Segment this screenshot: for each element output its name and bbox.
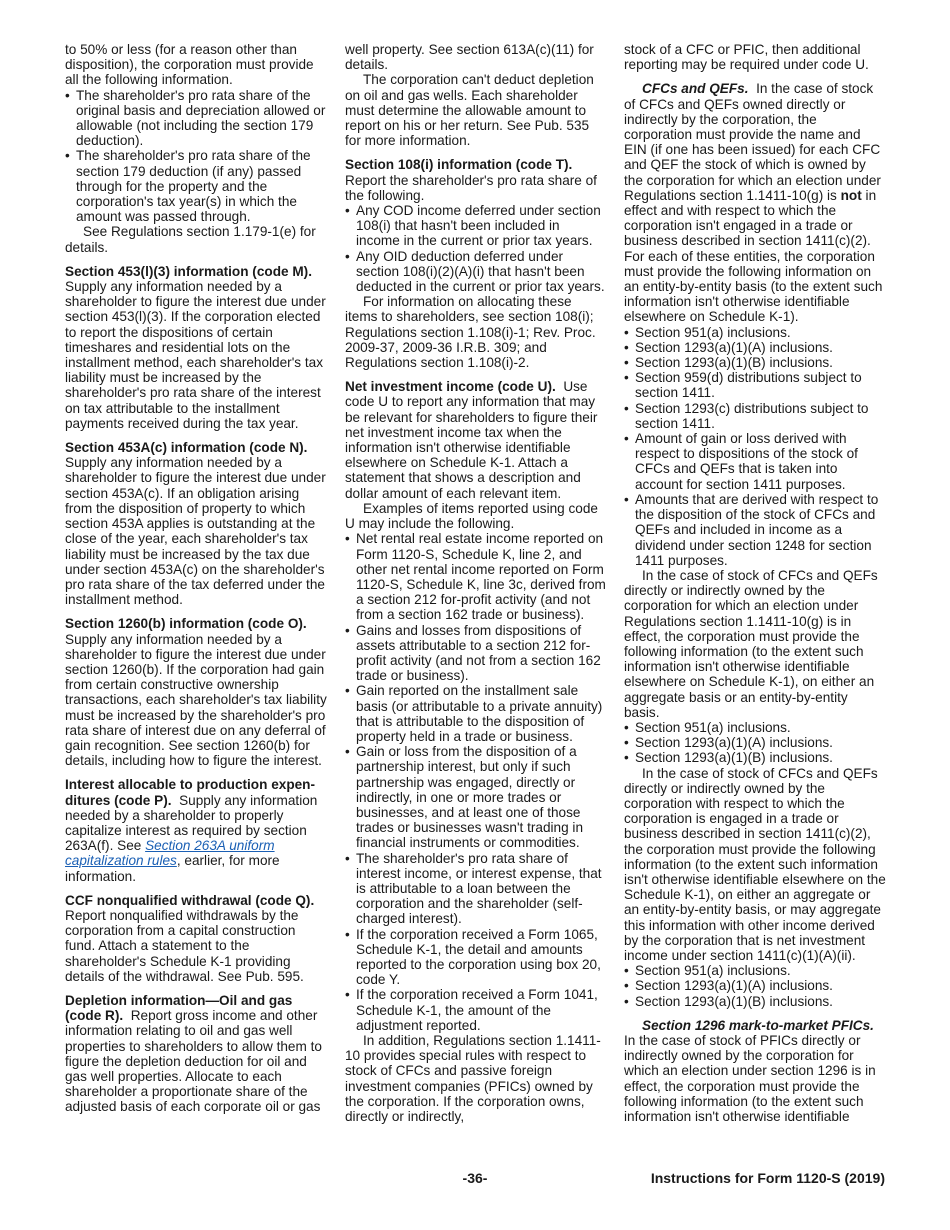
bullet-item: • The shareholder's pro rata share of the section 179 deduction (if any) passed through for the property and the corporation's tax year(s) in which the amount was passed through. (65, 148, 327, 224)
bullet-item: • Section 951(a) inclusions. (624, 325, 886, 340)
section-text: Supply any information needed by a shareholder to figure the interest due under section 1260(b). If the corporation had gain from certain constructive ownership transactions, each shareholder's tax liability must be increased by the shareholder's pro rata share of interest due on any deferral of gain recognition. See section 1260(b) for details, including how to figure the interest. (65, 631, 327, 769)
column-left (65, 42, 327, 1115)
bullet-item: • Section 1293(a)(1)(A) inclusions. (624, 340, 886, 355)
section-heading: Interest allocable to production expen-ditures (code P). (65, 777, 316, 808)
section-heading: Section 1260(b) information (code O). (65, 616, 307, 632)
bullet-item: • Section 959(d) distributions subject to section 1411. (624, 370, 886, 400)
section-heading: CCF nonqualified withdrawal (code Q). (65, 892, 315, 908)
section-code-p (65, 777, 327, 883)
bullet-item: • Any OID deduction deferred under section 108(i)(2)(A)(i) that hasn't been deducted in the current or prior tax years. (345, 249, 607, 295)
paragraph: The corporation can't deduct depletion on oil and gas wells. Each shareholder must determine the allowable amount to report on his or her return. See Pub. 535 for more information. (345, 72, 594, 149)
paragraph: In the case of stock of CFCs and QEFs directly or indirectly owned by the corporation with respect to which the corporation is engaged in a trade or business described in section 1411(c)(2), the corporation must provide the following information (to the extent such information isn't otherwise identifiable elsewhere on the Schedule K-1), on either an aggregate or an entity-by-entity basis, or may aggregate this information with other income derived by the corporation that is net investment income under section 1411(c)(1)(A)(ii). (624, 765, 886, 963)
page-footer (65, 1170, 885, 1188)
bullet-item: • Net rental real estate income reported on Form 1120-S, Schedule K, line 2, and other net rental income reported on Form 1120-S, Schedule K, line 3c, derived from a section 212 for-profit activity (and not from a section 162 trade or business). (345, 531, 607, 622)
section-text: In the case of stock of CFCs and QEFs owned directly or indirectly by the corporation, the corporation must provide the name and EIN (if one has been issued) for each CFC and QEF the stock of which is owned by the corporation for which an election under Regulations section 1.1411-10(g) is (624, 81, 881, 203)
section-1296-pfics (624, 1018, 886, 1124)
section-263a-link[interactable]: Section 263A uniform capitalization rules (65, 838, 275, 869)
paragraph: In addition, Regulations section 1.1411-10 provides special rules with respect to stock of CFCs and passive foreign investment companies (PFICs) owned by the corporation. If the corporation owns, directly or indirectly, (345, 1033, 601, 1125)
emphasis-not: not (840, 187, 862, 203)
paragraph: stock of a CFC or PFIC, then additional reporting may be required under code U. (624, 42, 869, 73)
section-heading: CFCs and QEFs. (642, 81, 749, 97)
bullet-item: • Amount of gain or loss derived with respect to dispositions of the stock of CFCs and QEFs that is taken into account for section 1411 purposes. (624, 431, 886, 492)
bullet-item: • The shareholder's pro rata share of the original basis and depreciation allowed or allowable (not including the section 179 deduction). (65, 88, 327, 149)
bullet-item: • If the corporation received a Form 1041, Schedule K-1, the amount of the adjustment reported. (345, 987, 607, 1033)
section-text: Use code U to report any information that may be relevant for shareholders to figure their net investment income tax when the information isn't otherwise identifiable elsewhere on Schedule K-1. Attach a statement that shows a description and dollar amount of each relevant item. (345, 379, 598, 501)
section-text: in effect and with respect to which the corporation isn't engaged in a trade or business described in section 1411(c)(2). For each of these entities, the corporation must provide the following information on an entity-by-entity basis (to the extent such information isn't otherwise identifiable elsewhere on Schedule K-1). (624, 187, 883, 325)
bullet-item: • Section 951(a) inclusions. (624, 720, 886, 735)
section-code-o (65, 616, 327, 768)
section-text: In the case of stock of PFICs directly or indirectly owned by the corporation for which an election under section 1296 is in effect, the corporation must provide the following information (to the extent such information isn't otherwise identifiable (624, 1033, 876, 1125)
paragraph: well property. See section 613A(c)(11) for details. (345, 42, 594, 73)
bullet-item: • Gain reported on the installment sale basis (or attributable to a private annuity) that is attributable to the disposition of property held in a trade or business. (345, 683, 607, 744)
section-text: Supply any information needed by a shareholder to figure the interest due under section 453A(c). If an obligation arising from the disposition of property to which section 453A applies is outstanding at the close of the year, each shareholder's tax liability must be increased by the tax due under section 453A(c) on the shareholder's pro rata share of the tax deferred under the installment method. (65, 455, 326, 608)
bullet-item: • If the corporation received a Form 1065, Schedule K-1, the detail and amounts reported to the corporation using box 20, code Y. (345, 927, 607, 988)
paragraph: to 50% or less (for a reason other than disposition), the corporation must provide all the following information. (65, 42, 314, 88)
paragraph: In the case of stock of CFCs and QEFs directly or indirectly owned by the corporation for which an election under Regulations section 1.1411-10(g) is in effect, the corporation must provide the following information (to the extent such information isn't otherwise identifiable elsewhere on Schedule K-1), on either an aggregate basis or an entity-by-entity basis. (624, 567, 878, 720)
bullet-item: • The shareholder's pro rata share of interest income, or interest expense, that is attributable to a loan between the corporation and the shareholder (self-charged interest). (345, 851, 607, 927)
section-code-r (65, 993, 327, 1115)
section-code-q (65, 893, 327, 984)
paragraph: For information on allocating these items to shareholders, see section 108(i); Regulations section 1.108(i)-1; Rev. Proc. 2009-37, 2009-36 I.R.B. 309; and Regulations section 1.108(i)-2. (345, 294, 596, 371)
section-heading: Depletion information—Oil and gas (code R). (65, 992, 293, 1024)
section-cfcs-qefs (624, 81, 886, 324)
section-heading: Section 453(l)(3) information (code M). (65, 263, 312, 279)
section-heading: Section 1296 mark-to-market PFICs. (642, 1017, 874, 1033)
section-heading: Net investment income (code U). (345, 379, 556, 395)
section-code-n (65, 440, 327, 607)
section-code-t (345, 157, 607, 203)
bullet-item: • Section 1293(a)(1)(B) inclusions. (624, 750, 886, 765)
section-code-m (65, 264, 327, 431)
section-text: , earlier, for more information. (65, 853, 280, 884)
section-text: Supply any information needed by a shareholder to figure the interest due under section 453(l)(3). If the corporation elected to report the dispositions of certain timeshares and residential lots on the installment method, each shareholder's tax liability must be increased by the shareholder's pro rata share of the interest on tax attributable to the installment payments received during the tax year. (65, 279, 326, 431)
section-text: Report nonqualified withdrawals by the corporation from a capital construction fund. Attach a statement to the shareholder's Schedule K-1 providing details of the withdrawal. See Pub. 595. (65, 907, 304, 984)
document-title: Instructions for Form 1120-S (2019) (650, 1170, 885, 1186)
section-text: Report gross income and other information relating to oil and gas well properties to shareholders to allow them to figure the depletion deduction for oil and gas well properties. Allocate to each shareholder a proportionate share of the adjusted basis of each corporate oil or gas (65, 1008, 322, 1115)
bullet-item: • Amounts that are derived with respect to the disposition of the stock of CFCs and QEFs and included in income as a dividend under section 1248 for section 1411 purposes. (624, 492, 886, 568)
bullet-item: • Any COD income deferred under section 108(i) that hasn't been included in income in the current or prior tax years. (345, 203, 607, 249)
paragraph: Examples of items reported using code U may include the following. (345, 500, 598, 532)
bullet-item: • Section 1293(a)(1)(A) inclusions. (624, 735, 886, 750)
column-right (624, 42, 886, 1124)
section-heading: Section 453A(c) information (code N). (65, 440, 308, 456)
bullet-item: • Section 951(a) inclusions. (624, 963, 886, 978)
bullet-item: • Section 1293(a)(1)(A) inclusions. (624, 978, 886, 993)
bullet-item: • Gain or loss from the disposition of a partnership interest, but only if such partnership was engaged, directly or indirectly, in one or more trades or businesses, and at least one of those trades or businesses wasn't trading in financial instruments or commodities. (345, 744, 607, 850)
bullet-item: • Section 1293(a)(1)(B) inclusions. (624, 994, 886, 1009)
column-middle (345, 42, 607, 1124)
paragraph: See Regulations section 1.179-1(e) for details. (65, 224, 316, 255)
page-number: -36- (462, 1170, 488, 1186)
section-text: Supply any information needed by a shareholder to properly capitalize interest as required by section 263A(f). See (65, 792, 318, 854)
bullet-item: • Section 1293(a)(1)(B) inclusions. (624, 355, 886, 370)
section-text: Report the shareholder's pro rata share of the following. (345, 172, 597, 203)
section-heading: Section 108(i) information (code T). (345, 157, 573, 173)
section-code-u (345, 379, 607, 501)
bullet-item: • Section 1293(c) distributions subject to section 1411. (624, 401, 886, 431)
bullet-item: • Gains and losses from dispositions of assets attributable to a section 212 for-profit activity (and not from a section 162 trade or business). (345, 623, 607, 684)
